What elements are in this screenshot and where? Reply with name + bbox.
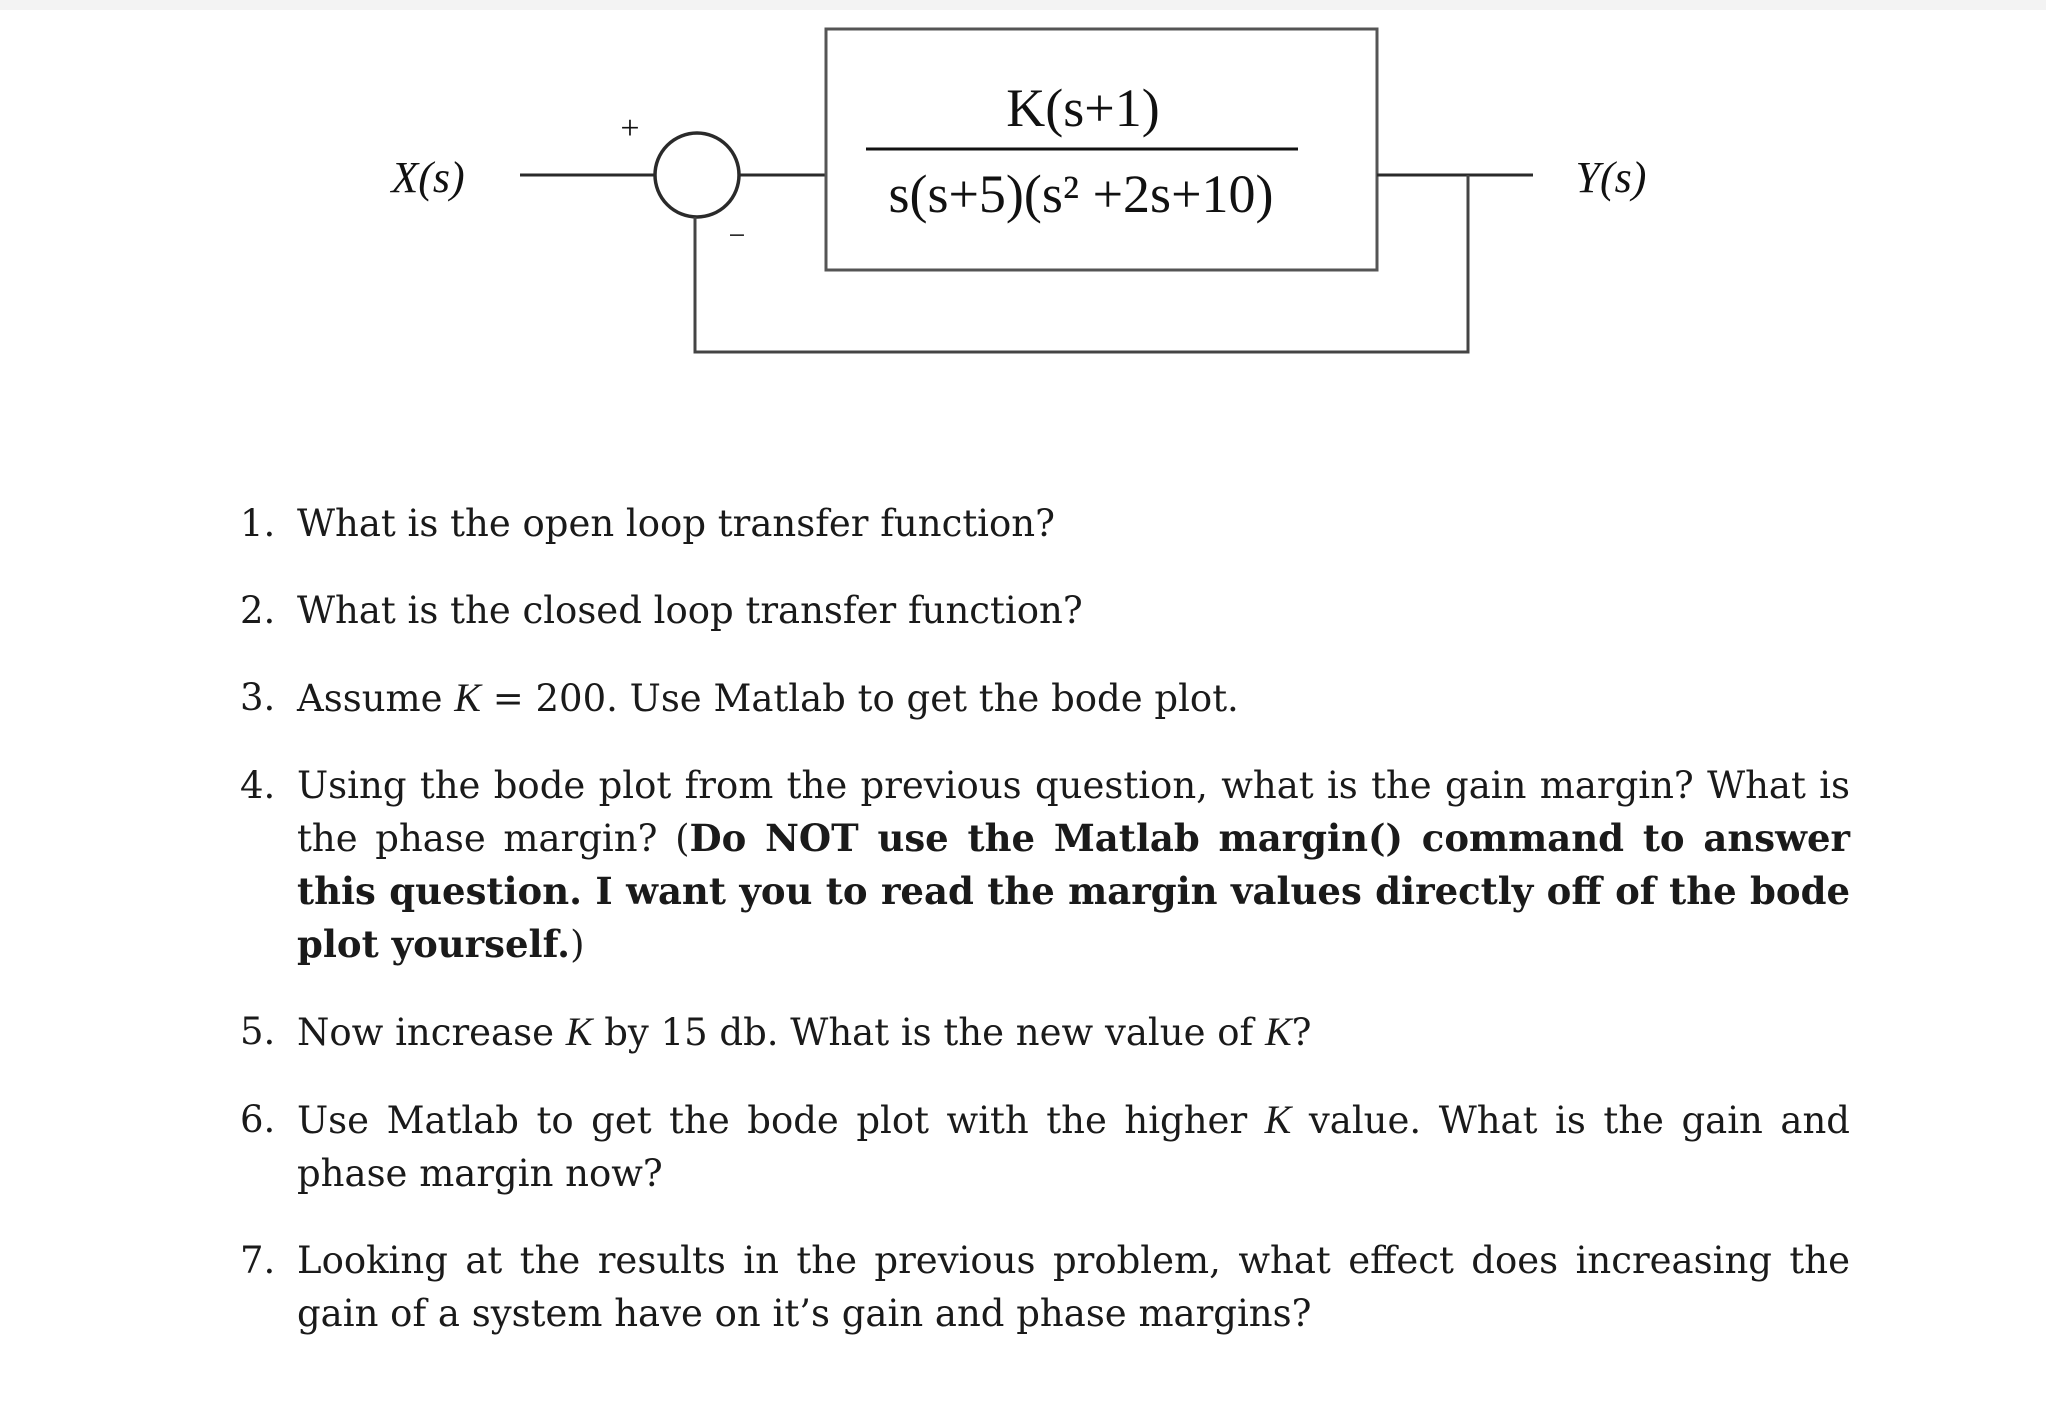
question-number: 7. [240, 1239, 276, 1282]
question-item [240, 1234, 1850, 1340]
question-text: Assume [297, 677, 455, 720]
output-label: Y(s) [1575, 153, 1647, 202]
question-number: 1. [240, 502, 276, 545]
math-variable-k: K [565, 1009, 593, 1054]
transfer-numerator: K(s+1) [1006, 78, 1160, 138]
question-text: Use Matlab to get the bode plot with the higher [297, 1099, 1265, 1142]
question-text: Using the bode plot from the previous question, what is the gain margin? What is the phase margin? ( [297, 764, 1850, 860]
question-text: ) [570, 923, 585, 966]
question-number: 5. [240, 1010, 276, 1053]
question-number: 2. [240, 589, 276, 632]
question-item [240, 671, 1850, 725]
question-list [240, 497, 1850, 1340]
question-text: Now increase [297, 1011, 566, 1054]
question-item [240, 1005, 1850, 1059]
question-text: ? [1291, 1011, 1312, 1054]
question-number: 6. [240, 1098, 276, 1141]
emphasis-instruction: Do NOT use the Matlab margin() command to answer this question. I want you to read the margin values directly off of the bode plot yourself. [297, 816, 1850, 966]
question-text: value. What is the gain and phase margin now? [297, 1099, 1850, 1195]
block-diagram-svg [0, 0, 2046, 400]
question-number: 3. [240, 676, 276, 719]
question-item [240, 497, 1850, 550]
question-text: What is the closed loop transfer function? [297, 589, 1083, 632]
plus-sign: + [620, 110, 640, 147]
question-item [240, 584, 1850, 637]
transfer-denominator: s(s+5)(s² +2s+10) [888, 164, 1274, 224]
input-label: X(s) [391, 153, 465, 202]
math-variable-k: K [454, 675, 481, 720]
question-text: What is the open loop transfer function? [297, 502, 1055, 545]
question-text: by 15 db. What is the new value of [592, 1011, 1265, 1054]
math-variable-k: K [1264, 1097, 1292, 1142]
question-number: 4. [240, 764, 276, 807]
question-text: Looking at the results in the previous problem, what effect does increasing the gain of a system have on it’s gain and phase margins? [297, 1239, 1850, 1335]
question-item [240, 759, 1850, 971]
summing-junction [655, 133, 739, 217]
question-text: = 200. Use Matlab to get the bode plot. [480, 677, 1239, 720]
minus-sign: − [728, 219, 746, 252]
math-variable-k: K [1264, 1009, 1292, 1054]
block-diagram [0, 0, 2046, 400]
question-item [240, 1093, 1850, 1200]
